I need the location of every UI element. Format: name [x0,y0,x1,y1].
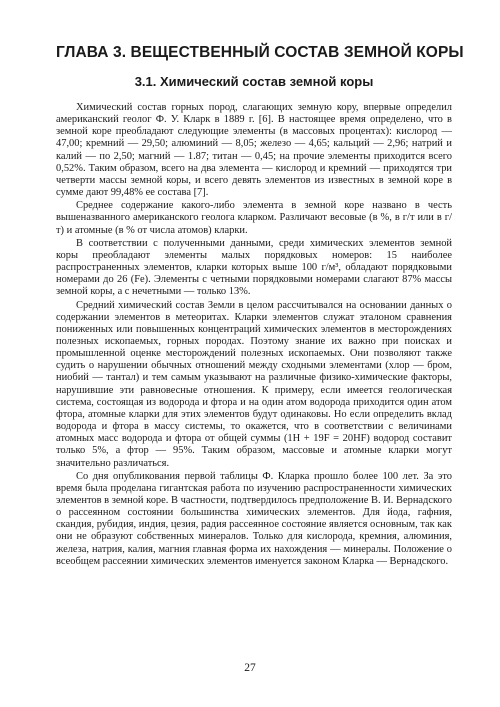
paragraph-4: Средний химический состав Земли в целом рассчитывался на основании данных о содержании элементов в метеоритах. Кларки элементов служат эталоном сравнения пониженных или повышенных концентраций химических элементов в месторождениях полезных ископаемых, горных породах. Поэтому знание их важно при поисках и промышленной оценке месторождений полезных ископаемых. Они позволяют также судить о нарушении обычных отношений между сходными элементами (хлор — бром, ниобий — тантал) и тем самым указывают на различные физико-химические факторы, нарушившие эти равновесные отношения. К примеру, если имеется геологическая система, состоящая из водорода и фтора и на один атом водорода приходится один атом фтора, атомные кларки для этих элементов будут одинаковы. Но если определить вклад водорода и фтора в массу системы, то окажется, что в соответствии с величинами атомных масс водорода и фтора от общей суммы (1H + 19F = 20HF) водород составит только 5%, а фтор — 95%. Таким образом, массовые и атомные кларки могут значительно различаться. [56,299,452,469]
paragraph-1: Химический состав горных пород, слагающих земную кору, впервые определил американский геолог Ф. У. Кларк в 1889 г. [6]. В настоящее время определено, что в земной коре преобладают следующие элементы (в массовых процентах): кислород — 47,00; кремний — 29,50; алюминий — 8,05; железо — 4,65; кальций — 2,96; натрий и калий — по 2,50; магний — 1.87; титан — 0,45; на прочие элементы приходится всего 0,52%. Таким образом, всего на два элемента — кислород и кремний — приходятся три четверти массы земной коры, и всего девять элементов из известных в земной коре в сумме дают 99,48% ее состава [7]. [56,102,452,199]
paragraph-2: Среднее содержание какого-либо элемента в земной коре названо в честь вышеназванного американского геолога кларком. Различают весовые (в %, в г/т или в г/т) и атомные (в % от числа атомов) кларки. [56,200,452,236]
section-title: 3.1. Химический состав земной коры [134,74,374,89]
paragraph-3: В соответствии с полученными данными, среди химических элементов земной коры преобладают элементы малых порядковых номеров: 15 наиболее распространенных элементов, кларки которых выше 100 г/м³, обладают порядковыми номерами до 26 (Fe). Элементы с четными порядковыми номерами слагают 87% массы земной коры, а с нечетными — только 13%. [56,237,452,298]
paragraph-5: Со дня опубликования первой таблицы Ф. Кларка прошло более 100 лет. За это время была проделана гигантская работа по изучению распространенности химических элементов в земной коре. В частности, подтвердилось предположение В. И. Вернадского о рассеянном состоянии большинства химических элементов. Для йода, гафния, скандия, рубидия, индия, цезия, радия рассеянное состояние является основным, так как они не образуют собственных минералов. Только для кислорода, кремния, алюминия, железа, натрия, калия, магния главная форма их нахождения — минералы. Положение о всеобщем рассеянии химических элементов именуется законом Кларка — Вернадского. [56,470,452,567]
chapter-title: ГЛАВА 3. ВЕЩЕСТВЕННЫЙ СОСТАВ ЗЕМНОЙ КОРЫ [56,44,464,61]
page-number: 27 [244,662,256,674]
